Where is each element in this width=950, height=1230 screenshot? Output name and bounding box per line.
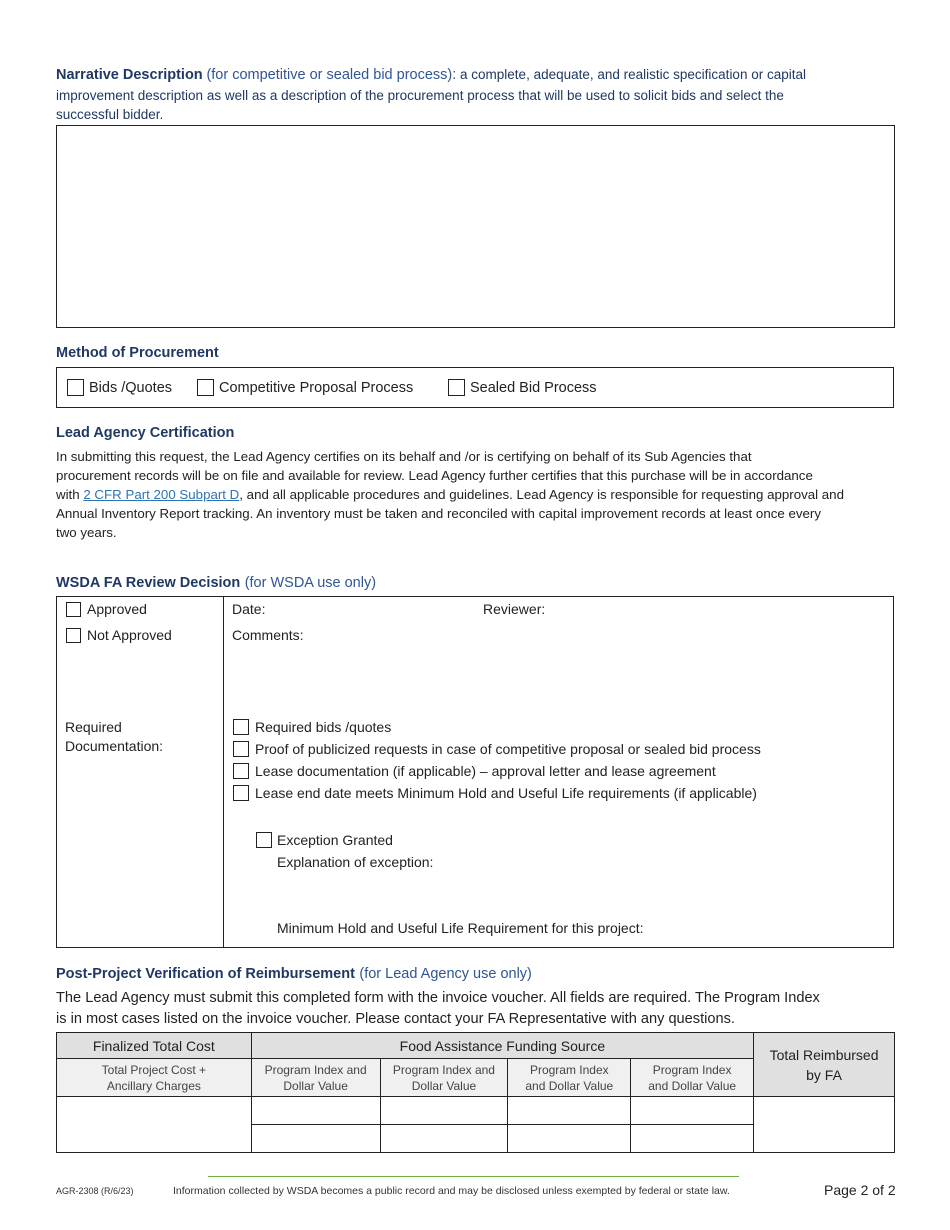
competitive-proposal-checkbox[interactable] bbox=[197, 379, 214, 396]
certification-line3-post: , and all applicable procedures and guidelines. Lead Agency is responsible for requesting approval and bbox=[239, 487, 844, 502]
sealed-bid-checkbox[interactable] bbox=[448, 379, 465, 396]
req-lease-doc-label: Lease documentation (if applicable) – approval letter and lease agreement bbox=[255, 763, 716, 779]
cost-sub-line1: Total Project Cost + bbox=[101, 1062, 207, 1077]
procurement-title: Method of Procurement bbox=[56, 345, 219, 361]
option-sealed-bid[interactable] bbox=[448, 379, 597, 396]
total-project-cost-subheader bbox=[57, 1059, 252, 1097]
program-index-input-4a[interactable] bbox=[631, 1097, 754, 1125]
narrative-title: Narrative Description bbox=[56, 67, 203, 83]
pi1-line2: Dollar Value bbox=[283, 1078, 348, 1093]
total-cost-input[interactable] bbox=[57, 1097, 252, 1153]
req-lease-end-date[interactable] bbox=[233, 785, 757, 801]
certification-line3-pre: with bbox=[56, 487, 84, 502]
comments-label: Comments: bbox=[232, 627, 304, 643]
pi4-line2: and Dollar Value bbox=[648, 1078, 737, 1093]
narrative-heading bbox=[56, 65, 906, 125]
narrative-textarea[interactable] bbox=[56, 125, 895, 328]
cfr-link[interactable]: 2 CFR Part 200 Subpart D bbox=[83, 487, 240, 502]
req-lease-end-label: Lease end date meets Minimum Hold and Useful Life requirements (if applicable) bbox=[255, 785, 757, 801]
pi3-line1: Program Index bbox=[529, 1062, 609, 1077]
reimbursement-table bbox=[56, 1032, 895, 1153]
req-lease-doc-checkbox[interactable] bbox=[233, 763, 249, 779]
program-index-subheader-1 bbox=[251, 1059, 380, 1097]
footer-form-id: AGR-2308 (R/6/23) bbox=[56, 1186, 134, 1196]
program-index-input-3a[interactable] bbox=[508, 1097, 631, 1125]
bids-quotes-checkbox[interactable] bbox=[67, 379, 84, 396]
req-publicized-label: Proof of publicized requests in case of competitive proposal or sealed bid process bbox=[255, 741, 761, 757]
certification-text bbox=[56, 447, 906, 542]
pi2-line1: Program Index and bbox=[392, 1062, 495, 1077]
approved-checkbox[interactable] bbox=[66, 602, 81, 617]
required-doc-line1: Required bbox=[65, 719, 122, 735]
certification-line4: Annual Inventory Report tracking. An inventory must be taken and reconciled with capital improvement records at least once every bbox=[56, 506, 821, 521]
footer-notice: Information collected by WSDA becomes a public record and may be disclosed unless exempted by federal or state law. bbox=[173, 1185, 730, 1197]
program-index-subheader-4 bbox=[631, 1059, 754, 1097]
certification-title: Lead Agency Certification bbox=[56, 425, 235, 441]
pi1-line1: Program Index and bbox=[264, 1062, 367, 1077]
req-bids-quotes-label: Required bids /quotes bbox=[255, 719, 392, 735]
req-bids-quotes-checkbox[interactable] bbox=[233, 719, 249, 735]
review-title: WSDA FA Review Decision bbox=[56, 575, 241, 591]
certification-line2: procurement records will be on file and available for review. Lead Agency further certifies that this purchase will be in accordance bbox=[56, 468, 813, 483]
cost-sub-line2: Ancillary Charges bbox=[106, 1078, 201, 1093]
program-index-input-1b[interactable] bbox=[251, 1125, 380, 1153]
post-title: Post-Project Verification of Reimbursement bbox=[56, 966, 355, 982]
post-line1: The Lead Agency must submit this completed form with the invoice voucher. All fields are required. The Program Index bbox=[56, 990, 820, 1006]
req-publicized-checkbox[interactable] bbox=[233, 741, 249, 757]
narrative-line1: a complete, adequate, and realistic specification or capital bbox=[460, 67, 806, 82]
required-doc-line2: Documentation: bbox=[65, 738, 164, 754]
pi3-line2: and Dollar Value bbox=[525, 1078, 614, 1093]
total-reimbursed-line1: Total Reimbursed bbox=[769, 1046, 879, 1063]
pi4-line1: Program Index bbox=[652, 1062, 732, 1077]
narrative-paren: (for competitive or sealed bid process): bbox=[206, 67, 457, 83]
exception-granted-label: Exception Granted bbox=[277, 832, 393, 848]
funding-source-header: Food Assistance Funding Source bbox=[251, 1033, 753, 1059]
post-line2: is in most cases listed on the invoice voucher. Please contact your FA Representative with any questions. bbox=[56, 1011, 735, 1027]
certification-line1: In submitting this request, the Lead Agency certifies on its behalf and /or is certifying on behalf of its Sub Agencies that bbox=[56, 449, 752, 464]
req-lease-end-checkbox[interactable] bbox=[233, 785, 249, 801]
competitive-proposal-label: Competitive Proposal Process bbox=[219, 379, 414, 396]
program-index-subheader-3 bbox=[508, 1059, 631, 1097]
program-index-input-2a[interactable] bbox=[380, 1097, 508, 1125]
req-lease-documentation[interactable] bbox=[233, 763, 716, 779]
finalized-total-cost-header: Finalized Total Cost bbox=[57, 1033, 252, 1059]
date-label: Date: bbox=[232, 601, 266, 617]
program-index-input-2b[interactable] bbox=[380, 1125, 508, 1153]
approved-label: Approved bbox=[87, 601, 147, 617]
total-reimbursed-line2: by FA bbox=[806, 1066, 842, 1083]
program-index-subheader-2 bbox=[380, 1059, 508, 1097]
option-bids-quotes[interactable] bbox=[67, 379, 172, 396]
review-heading bbox=[56, 574, 376, 592]
program-index-input-3b[interactable] bbox=[508, 1125, 631, 1153]
post-heading bbox=[56, 965, 532, 983]
narrative-line2: improvement description as well as a description of the procurement process that will be used to solicit bids and select the bbox=[56, 87, 784, 103]
bids-quotes-label: Bids /Quotes bbox=[89, 379, 173, 396]
procurement-box bbox=[56, 367, 894, 408]
program-index-input-4b[interactable] bbox=[631, 1125, 754, 1153]
footer-page-number: Page 2 of 2 bbox=[824, 1182, 896, 1198]
approved-option[interactable] bbox=[66, 601, 147, 617]
min-hold-label: Minimum Hold and Useful Life Requirement for this project: bbox=[277, 920, 644, 936]
pi2-line2: Dollar Value bbox=[411, 1078, 477, 1093]
not-approved-option[interactable] bbox=[66, 627, 172, 643]
option-competitive-proposal[interactable] bbox=[197, 379, 413, 396]
explanation-label: Explanation of exception: bbox=[277, 854, 434, 870]
review-divider bbox=[223, 596, 224, 948]
exception-granted-checkbox[interactable] bbox=[256, 832, 272, 848]
req-bids-quotes[interactable] bbox=[233, 719, 391, 735]
post-sub: (for Lead Agency use only) bbox=[359, 966, 532, 982]
certification-line5: two years. bbox=[56, 525, 117, 540]
narrative-line3: successful bidder. bbox=[56, 107, 164, 122]
post-text bbox=[56, 988, 820, 1030]
total-reimbursed-header bbox=[754, 1033, 895, 1097]
req-publicized-requests[interactable] bbox=[233, 741, 761, 757]
required-documentation-label bbox=[65, 718, 163, 756]
exception-granted-option[interactable] bbox=[256, 832, 393, 848]
program-index-input-1a[interactable] bbox=[251, 1097, 380, 1125]
sealed-bid-label: Sealed Bid Process bbox=[470, 379, 597, 396]
footer-rule bbox=[208, 1176, 739, 1177]
review-sub: (for WSDA use only) bbox=[244, 575, 377, 591]
reviewer-label: Reviewer: bbox=[483, 601, 546, 617]
total-reimbursed-input[interactable] bbox=[754, 1097, 895, 1153]
not-approved-checkbox[interactable] bbox=[66, 628, 81, 643]
not-approved-label: Not Approved bbox=[87, 627, 172, 643]
